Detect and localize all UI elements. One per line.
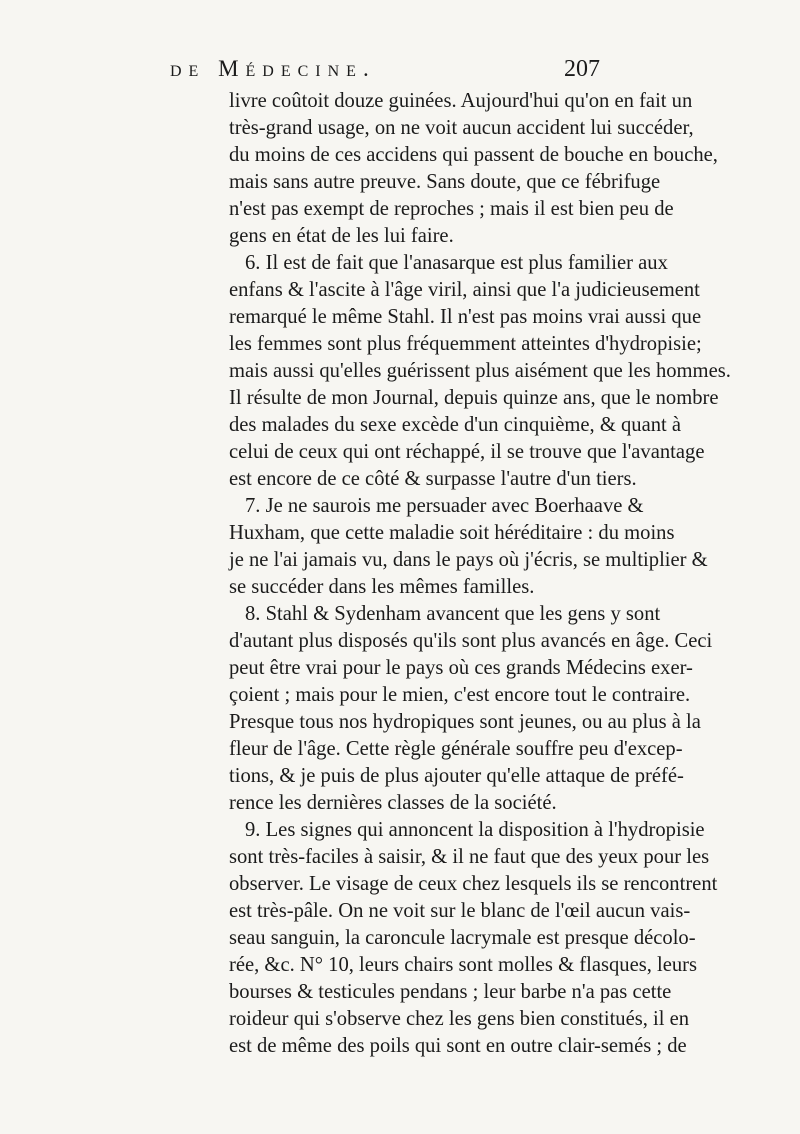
- text-line: je ne l'ai jamais vu, dans le pays où j'écris, se multiplier &: [229, 549, 708, 571]
- page-number: 207: [564, 56, 600, 82]
- text-line: du moins de ces accidens qui passent de bouche en bouche,: [229, 144, 718, 166]
- text-line: mais sans autre preuve. Sans doute, que ce fébrifuge: [229, 171, 661, 193]
- text-line: se succéder dans les mêmes familles.: [229, 576, 535, 598]
- text-line: Il résulte de mon Journal, depuis quinze ans, que le nombre: [229, 387, 719, 409]
- text-line: enfans & l'ascite à l'âge viril, ainsi que l'a judicieusement: [229, 279, 700, 301]
- text-line: est très-pâle. On ne voit sur le blanc de l'œil aucun vais-: [229, 900, 691, 922]
- text-line: remarqué le même Stahl. Il n'est pas moins vrai aussi que: [229, 306, 702, 328]
- text-line: n'est pas exempt de reproches ; mais il est bien peu de: [229, 198, 674, 220]
- text-line: tions, & je puis de plus ajouter qu'elle attaque de préfé-: [229, 765, 684, 787]
- text-line: les femmes sont plus fréquemment atteintes d'hydropisie;: [229, 333, 702, 355]
- text-line: seau sanguin, la caroncule lacrymale est presque décolo-: [229, 927, 696, 949]
- running-head: de Médecine.: [170, 56, 376, 81]
- text-line: livre coûtoit douze guinées. Aujourd'hui qu'on en fait un: [229, 90, 693, 112]
- text-line: çoient ; mais pour le mien, c'est encore tout le contraire.: [229, 684, 691, 706]
- text-line: fleur de l'âge. Cette règle générale souffre peu d'excep-: [229, 738, 683, 760]
- text-line: gens en état de les lui faire.: [229, 225, 454, 247]
- text-line: très-grand usage, on ne voit aucun accident lui succéder,: [229, 117, 694, 139]
- text-line: est encore de ce côté & surpasse l'autre d'un tiers.: [229, 468, 637, 490]
- text-line: rence les dernières classes de la société.: [229, 792, 557, 814]
- text-line: rée, &c. N° 10, leurs chairs sont molles & flasques, leurs: [229, 954, 698, 976]
- text-line: des malades du sexe excède d'un cinquième, & quant à: [229, 414, 682, 436]
- text-line: peut être vrai pour le pays où ces grands Médecins exer-: [229, 657, 693, 679]
- text-line: d'autant plus disposés qu'ils sont plus avancés en âge. Ceci: [229, 630, 713, 652]
- text-line: 6. Il est de fait que l'anasarque est plus familier aux: [245, 252, 668, 274]
- text-line: mais aussi qu'elles guérissent plus aisément que les hommes.: [229, 360, 731, 382]
- text-line: observer. Le visage de ceux chez lesquels ils se rencontrent: [229, 873, 718, 895]
- page-header: [150, 56, 600, 88]
- text-line: 9. Les signes qui annoncent la disposition à l'hydropisie: [245, 819, 705, 841]
- text-line: celui de ceux qui ont réchappé, il se trouve que l'avantage: [229, 441, 705, 463]
- text-line: 8. Stahl & Sydenham avancent que les gens y sont: [245, 603, 661, 625]
- text-line: Presque tous nos hydropiques sont jeunes, ou au plus à la: [229, 711, 701, 733]
- text-line: bourses & testicules pendans ; leur barbe n'a pas cette: [229, 981, 672, 1003]
- text-line: sont très-faciles à saisir, & il ne faut que des yeux pour les: [229, 846, 710, 868]
- text-line: est de même des poils qui sont en outre clair-semés ; de: [229, 1035, 687, 1057]
- text-line: Huxham, que cette maladie soit héréditaire : du moins: [229, 522, 675, 544]
- text-line: roideur qui s'observe chez les gens bien constitués, il en: [229, 1008, 690, 1030]
- text-line: 7. Je ne saurois me persuader avec Boerhaave &: [245, 495, 644, 517]
